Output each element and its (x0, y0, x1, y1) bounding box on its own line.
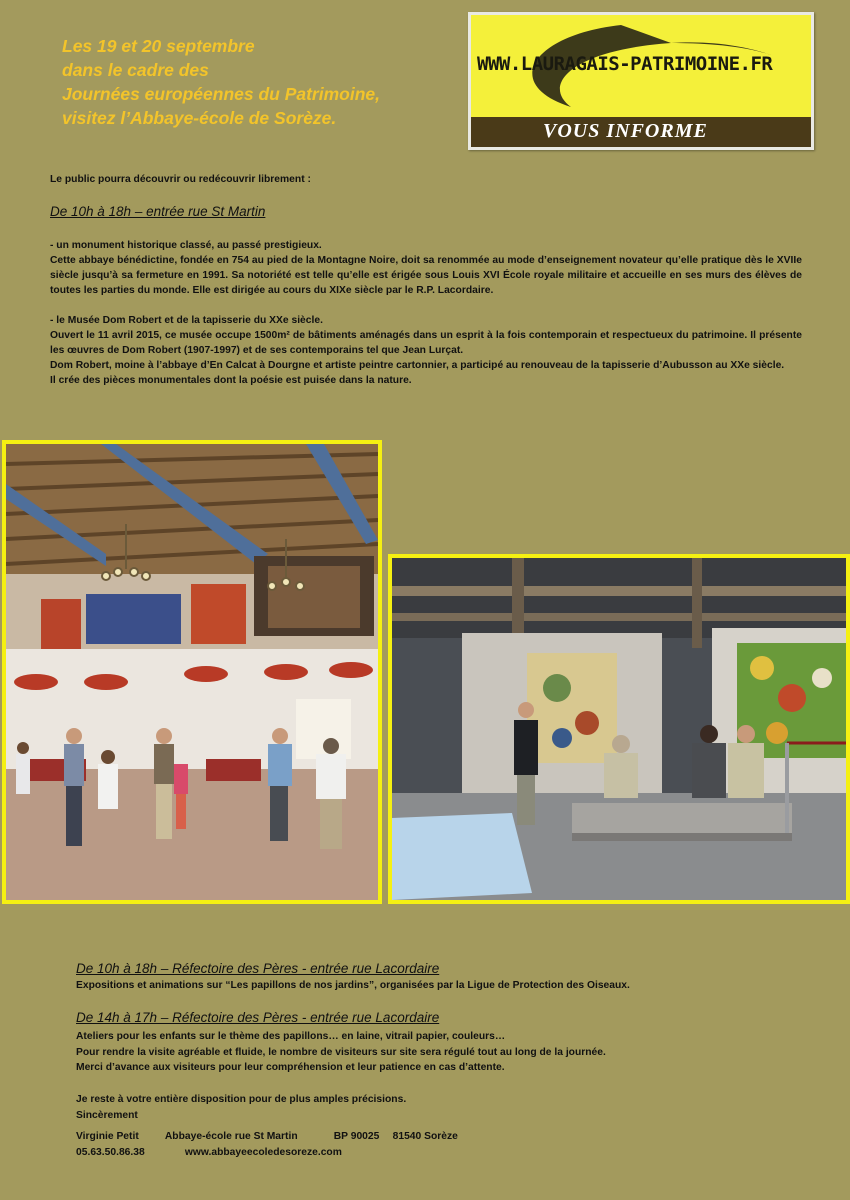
signature-website[interactable]: www.abbayeecoledesoreze.com (184, 1146, 342, 1158)
signature-city: 81540 Sorèze (392, 1131, 458, 1142)
photo-abbey-hall (2, 440, 382, 904)
museum-illustration (392, 558, 846, 900)
logo-tagline: VOUS INFORME (543, 120, 708, 142)
museum-description: Ouvert le 11 avril 2015, ce musée occupe 1500m² de bâtiments aménagés dans un esprit à la fois contemporain et respectueux du patrimoine. Il présente les œuvres de Dom Robert (1907-1997) et de ses contemporains tel que Jean Lurçat. (50, 330, 802, 356)
contact-line (76, 1145, 776, 1161)
logo-url-text: WWW.LAURAGAIS-PATRIMOINE.FR (477, 53, 773, 75)
section2-body: Expositions et animations sur “Les papillons de nos jardins”, organisées par la Ligue de Protection des Oiseaux. (76, 980, 630, 991)
lauragais-patrimoine-logo (468, 12, 814, 150)
section3-heading: De 14h à 17h – Réfectoire des Pères - entrée rue Lacordaire (76, 1010, 440, 1025)
dom-robert-description: Dom Robert, moine à l’abbaye d’En Calcat à Dourgne et artiste peintre cartonnier, a participé au renouveau de la tapisserie d’Aubusson au XXe siècle. (50, 360, 785, 371)
signature-phone: 05.63.50.86.38 (76, 1146, 145, 1158)
section2-body-block (76, 978, 776, 994)
section1-body (50, 238, 802, 388)
signature-org: Abbaye-école rue St Martin (164, 1131, 298, 1142)
headline-line-1: Les 19 et 20 septembre (62, 36, 255, 56)
section3-line-3: Merci d’avance aux visiteurs pour leur compréhension et leur patience en cas d’attente. (76, 1062, 505, 1073)
headline-line-2: dans le cadre des (62, 60, 209, 80)
logo-band (471, 117, 811, 147)
closing-line-1: Je reste à votre entière disposition pour de plus amples précisions. (76, 1094, 407, 1105)
dom-robert-works: Il crée des pièces monumentales dont la poésie est puisée dans la nature. (50, 375, 412, 386)
museum-title: - le Musée Dom Robert et de la tapisserie du XXe siècle. (50, 315, 323, 326)
intro-block (50, 172, 802, 187)
signature-name: Virginie Petit (76, 1131, 139, 1142)
section3-line-2: Pour rendre la visite agréable et fluide, le nombre de visiteurs sur site sera régulé tout au long de la journée. (76, 1046, 606, 1058)
intro-text: Le public pourra découvrir ou redécouvrir librement : (50, 174, 311, 185)
headline-line-3: Journées européennes du Patrimoine, (62, 84, 380, 104)
monument-title: - un monument historique classé, au passé prestigieux. (50, 240, 322, 251)
headline-line-4: visitez l’Abbaye-école de Sorèze. (62, 108, 337, 128)
abbey-hall-illustration (6, 444, 378, 900)
closing-line-2: Sincèrement (76, 1109, 138, 1121)
closing-block (76, 1092, 776, 1160)
photo-museum-tapestries (388, 554, 850, 904)
signature-line (76, 1129, 776, 1145)
section1-heading: De 10h à 18h – entrée rue St Martin (50, 204, 266, 219)
section3-line-1: Ateliers pour les enfants sur le thème des papillons… en laine, vitrail papier, couleurs… (76, 1031, 506, 1042)
section3-body-block (76, 1029, 776, 1076)
headline (62, 34, 462, 130)
section2-heading: De 10h à 18h – Réfectoire des Pères - entrée rue Lacordaire (76, 961, 440, 976)
signature-bp: BP 90025 (333, 1131, 380, 1142)
monument-description: Cette abbaye bénédictine, fondée en 754 au pied de la Montagne Noire, doit sa renommée au mode d’enseignement novateur qu’elle pratique dès le XVIIe siècle jusqu’à sa fermeture en 1991. Sa notoriété est telle qu’elle est érigée sous Louis XVI École royale militaire et accueille en ses murs des élèves de toutes les parties du monde. Elle est dirigée au cours du XIXe siècle par le R.P. Lacordaire. (50, 255, 802, 296)
